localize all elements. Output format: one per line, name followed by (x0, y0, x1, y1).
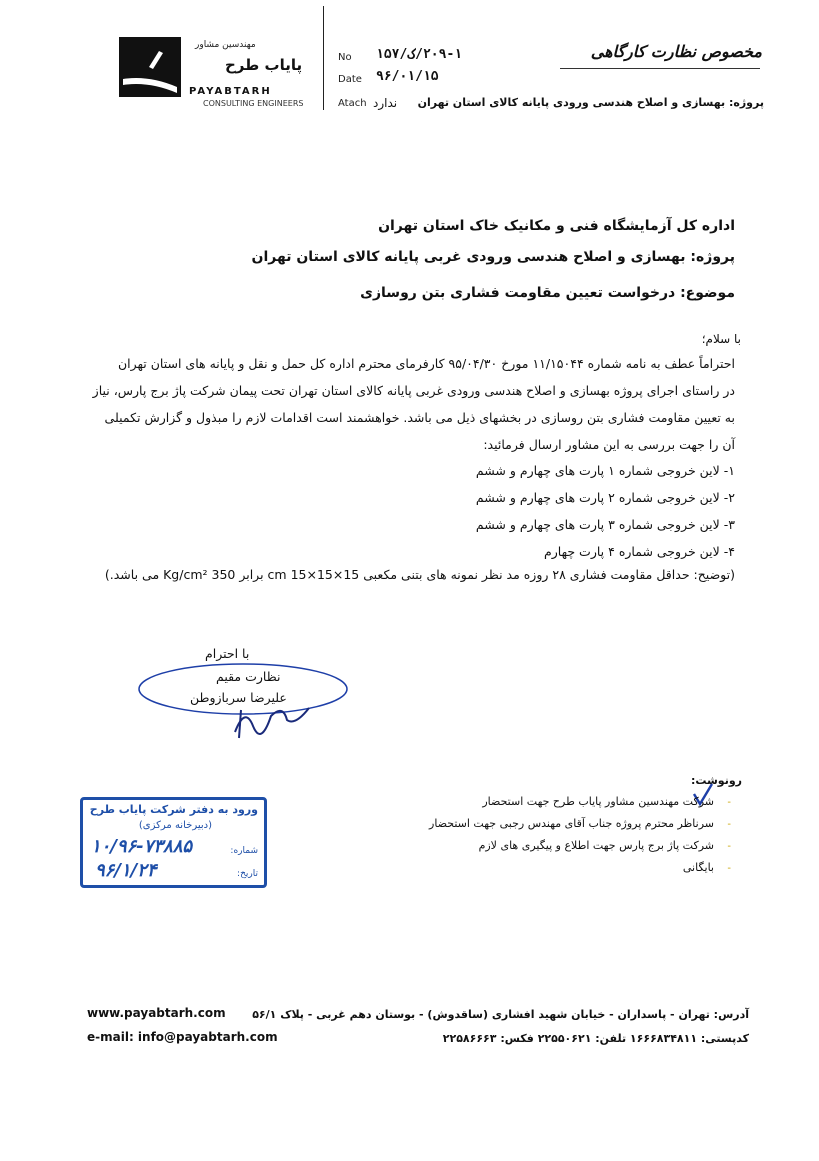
cc-item: بایگانی (682, 861, 714, 874)
brand-tagline: مهندسین مشاور (195, 40, 256, 50)
closing: با احترام (205, 646, 250, 661)
header-divider (323, 6, 324, 110)
note-line: (توضیح: حداقل مقاومت فشاری ۲۸ روزه مد نظر نمونه های بتنی مکعبی 15×15×15 cm برابر 350 Kg/cm² می باشد.) (104, 567, 735, 582)
letterhead-project: پروژه: بهسازی و اصلاح هندسی ورودی پایانه کالای استان تهران (417, 96, 764, 109)
body-paragraph (35, 350, 735, 458)
date-value: ۹۶/۰۱/۱۵ (376, 69, 439, 84)
cc-title: رونوشت: (690, 774, 742, 787)
stamp-line1: ورود به دفتر شرکت پایاب طرح (89, 803, 258, 816)
received-stamp (80, 797, 267, 888)
company-logo (119, 37, 181, 97)
supervision-title: مخصوص نظارت کارگاهی (590, 42, 762, 61)
stamp-number-value: ۱۰/۹۶-۷۳۸۸۵ (91, 836, 193, 857)
cc-bullet: - (727, 841, 731, 852)
body-line: در راستای اجرای پروژه بهسازی و اصلاح هندسی ورودی غربی پایانه کالای استان تهران تحت پیمان شرکت پاژ برج پارس، نیاز (92, 383, 735, 398)
no-value: ۲۰۹-۱/ک/۱۵۷ (376, 47, 463, 62)
addressee: اداره کل آزمایشگاه فنی و مکانیک خاک استان تهران (378, 218, 735, 234)
list-item: ۳- لاین خروجی شماره ۳ پارت های چهارم و ششم (475, 517, 735, 532)
signer-role: نظارت مقیم (216, 669, 281, 684)
handwritten-signature (225, 696, 315, 742)
signer-name: علیرضا سربازوطن (190, 690, 287, 705)
footer-email[interactable]: e-mail: info@payabtarh.com (87, 1030, 278, 1044)
stamp-number-label: شماره: (230, 846, 258, 856)
footer-website[interactable]: www.payabtarh.com (87, 1006, 226, 1020)
body-line: احتراماً عطف به نامه شماره ۱۱/۱۵۰۴۴ مورخ ۹۵/۰۴/۳۰ کارفرمای محترم اداره کل حمل و نقل و پایانه های استان تهران (117, 356, 735, 371)
brand-sub-en: CONSULTING ENGINEERS (203, 99, 304, 108)
cc-item: شرکت مهندسین مشاور پایاب طرح جهت استحضار (482, 795, 714, 808)
stamp-date-label: تاریخ: (237, 869, 258, 879)
project-title: پروژه: بهسازی و اصلاح هندسی ورودی غربی پایانه کالای استان تهران (251, 249, 735, 265)
cc-bullet: - (727, 863, 731, 874)
cc-bullet: - (727, 819, 731, 830)
no-label: No (338, 52, 352, 63)
cc-bullet: - (727, 797, 731, 808)
list-item: ۲- لاین خروجی شماره ۲ پارت های چهارم و ششم (475, 490, 735, 505)
stamp-date-value: ۹۶/۱/۲۴ (95, 860, 157, 881)
body-line: به تعیین مقاومت فشاری بتن روسازی در بخشهای ذیل می باشد. خواهشمند است اقدامات لازم را مبذول و گزارش تکمیلی (104, 410, 735, 425)
greeting: با سلام؛ (701, 332, 741, 346)
footer-contact: کدپستی: ۱۶۶۶۸۳۴۸۱۱ تلفن: ۲۲۵۵۰۶۲۱ فکس: ۲۲۵۸۶۶۶۳ (442, 1032, 749, 1045)
cc-item: سرناظر محترم پروژه جناب آقای مهندس رجبی جهت استحضار (429, 817, 714, 830)
list-item: ۱- لاین خروجی شماره ۱ پارت های چهارم و ششم (475, 463, 735, 478)
cc-item: شرکت پاژ برج پارس جهت اطلاع و پیگیری های لازم (478, 839, 714, 852)
brand-name-fa: پایاب طرح (225, 56, 303, 74)
subject-line: موضوع: درخواست تعیین مقاومت فشاری بتن روسازی (360, 285, 735, 301)
brand-name-en: PAYABTARH (189, 86, 272, 97)
footer-address: آدرس: تهران - پاسداران - خیابان شهید افشاری (ساقدوش) - بوستان دهم غربی - پلاک ۵۶/۱ (252, 1008, 749, 1021)
supervision-underline (560, 68, 760, 69)
attach-value: ندارد (373, 96, 398, 110)
attach-label: Atach (338, 98, 367, 109)
date-label: Date (338, 74, 362, 85)
stamp-line2: (دبیرخانه مرکزی) (138, 820, 212, 831)
list-item: ۴- لاین خروجی شماره ۴ پارت چهارم (544, 544, 735, 559)
body-line: آن را جهت بررسی به این مشاور ارسال فرمائید: (483, 437, 735, 452)
